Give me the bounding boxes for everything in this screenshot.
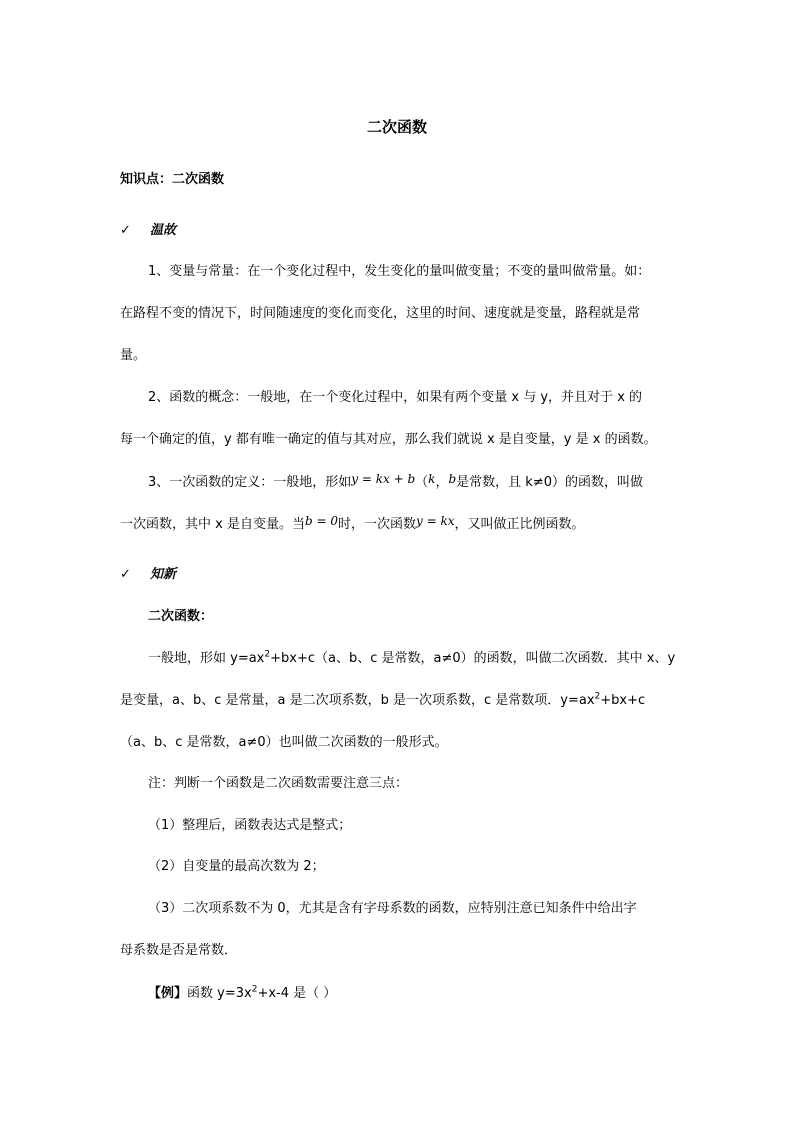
- p3-l2-text-c: ，又叫做正比例函数。: [454, 517, 585, 532]
- review-p3-line1: [148, 473, 708, 492]
- def-l1-text-a: 一般地，形如 y=ax: [148, 651, 265, 666]
- note-item-2: （2）自变量的最高次数为 2；: [148, 859, 325, 874]
- b-zero-formula: b = 0: [304, 514, 338, 528]
- note-item-3-line2: 母系数是否是常数．: [120, 943, 238, 958]
- note-line: 注：判断一个函数是二次函数需要注意三点：: [148, 776, 409, 791]
- def-l2-superscript: 2: [594, 691, 601, 702]
- review-p1-line3: 量。: [120, 348, 147, 363]
- document-title: 二次函数: [366, 118, 427, 136]
- note-item-1: （1）整理后，函数表达式是整式；: [148, 818, 352, 833]
- p3-text-d: 是常数，且 k≠0）的函数，叫做: [456, 475, 643, 490]
- example-label: 【例】: [148, 986, 188, 1001]
- p3-text-b: （: [415, 475, 429, 490]
- review-section-heading: [120, 222, 680, 240]
- definition-line3: （a、b、c 是常数，a≠0）也叫做二次函数的一般形式。: [120, 735, 448, 750]
- review-p1-line2: 在路程不变的情况下，时间随速度的变化而变化，这里的时间、速度就是变量，路程就是常: [120, 306, 641, 321]
- p3-l2-text-a: 一次函数，其中 x 是自变量。当: [120, 517, 305, 532]
- review-p2-line1: 2、函数的概念：一般地，在一个变化过程中，如果有两个变量 x 与 y，并且对于 x 的: [148, 390, 643, 405]
- def-l1-superscript: 2: [264, 649, 271, 660]
- p3-l2-text-b: 时，一次函数: [337, 517, 416, 532]
- b-variable: b: [448, 472, 457, 486]
- review-p3-line2: [120, 515, 680, 534]
- new-section-heading: [120, 566, 680, 584]
- example-line: [148, 985, 708, 1003]
- example-text-b: +x-4 是（ ）: [257, 986, 337, 1001]
- note-item-3-line1: （3）二次项系数不为 0，尤其是含有字母系数的函数，应特别注意已知条件中给出字: [148, 901, 637, 916]
- check-mark-icon: ✓: [120, 223, 131, 238]
- definition-line2: [120, 692, 680, 710]
- k-variable: k: [428, 472, 436, 486]
- def-l1-text-b: +bx+c（a、b、c 是常数，a≠0）的函数，叫做二次函数．其中 x、y: [270, 651, 676, 666]
- def-l2-text-a: 是变量，a、b、c 是常量，a 是二次项系数，b 是一次项系数，c 是常数项．y=ax: [120, 693, 595, 708]
- knowledge-point-heading: 知识点：二次函数: [120, 172, 225, 187]
- definition-line1: [148, 650, 708, 668]
- review-p2-line2: 每一个确定的值，y 都有唯一确定的值与其对应，那么我们就说 x 是自变量，y 是 x 的函数。: [120, 432, 657, 447]
- def-l2-text-b: +bx+c: [600, 693, 646, 708]
- linear-function-formula: y = kx + b: [351, 472, 416, 486]
- quadratic-subheading: 二次函数：: [148, 609, 214, 624]
- proportional-function-formula: y = kx: [415, 514, 455, 528]
- example-text-a: 函数 y=3x: [187, 986, 252, 1001]
- check-mark-icon: ✓: [120, 567, 131, 582]
- p3-text-a: 3、一次函数的定义：一般地，形如: [148, 475, 352, 490]
- review-p1-line1: 1、变量与常量：在一个变化过程中，发生变化的量叫做变量；不变的量叫做常量。如：: [148, 264, 651, 279]
- p3-text-c: ，: [435, 475, 449, 490]
- review-heading-text: 温故: [150, 223, 177, 238]
- example-superscript: 2: [251, 984, 258, 995]
- new-heading-text: 知新: [150, 567, 177, 582]
